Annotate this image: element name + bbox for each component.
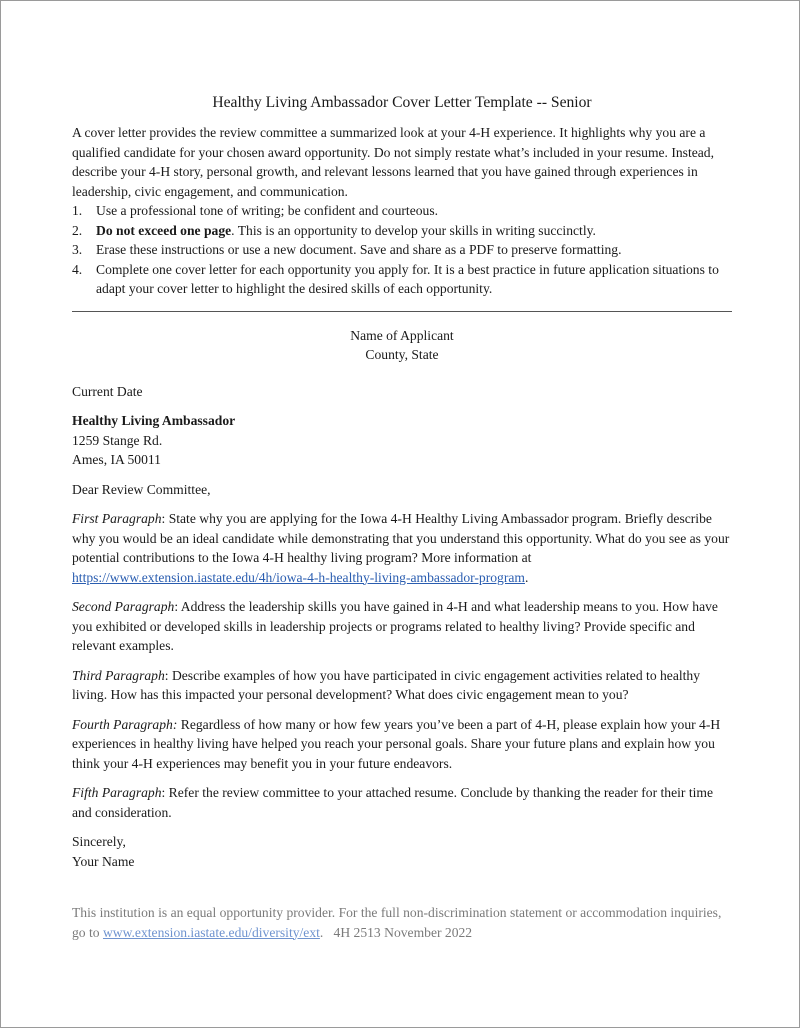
- paragraph-text: : Refer the review committee to your attached resume. Conclude by thanking the reader for their time and consideration.: [72, 785, 713, 820]
- instruction-number: 3.: [72, 242, 83, 257]
- paragraph-lead: Fourth Paragraph:: [72, 716, 178, 732]
- instruction-text: Use a professional tone of writing; be confident and courteous.: [96, 203, 439, 218]
- instruction-number: 4.: [72, 261, 83, 277]
- applicant-name: Name of Applicant: [350, 327, 454, 343]
- paragraph-end: .: [525, 569, 529, 585]
- fifth-paragraph: [72, 783, 732, 822]
- instruction-bold-text: Do not exceed one page: [96, 222, 232, 238]
- third-paragraph: [72, 666, 732, 705]
- instruction-text: Erase these instructions or use a new document. Save and share as a PDF to preserve formatting.: [96, 242, 622, 257]
- fourth-paragraph: [72, 715, 732, 774]
- instruction-item: [72, 240, 732, 260]
- footer-statement: [72, 903, 732, 942]
- salutation: Dear Review Committee,: [72, 481, 211, 497]
- recipient-name: Healthy Living Ambassador: [72, 413, 236, 428]
- document-code: 4H 2513 November 2022: [333, 924, 473, 940]
- document-title: Healthy Living Ambassador Cover Letter Template -- Senior: [212, 94, 592, 111]
- paragraph-text: : Describe examples of how you have participated in civic engagement activities related to healthy living. How has this impacted your personal development? What does civic engagement mean to you?: [72, 667, 701, 702]
- instruction-item: [72, 260, 732, 299]
- valediction: Sincerely,: [72, 834, 126, 849]
- applicant-location: County, State: [365, 347, 439, 362]
- section-divider: [72, 311, 732, 312]
- paragraph-lead: Fifth Paragraph: [72, 785, 162, 800]
- instruction-number: 2.: [72, 222, 83, 238]
- instructions-list: [72, 201, 732, 299]
- footer-text: This institution is an equal opportunity provider. For the full non-discrimination statement or accommodation inquiries, go to: [72, 905, 722, 940]
- program-info-link[interactable]: https://www.extension.iastate.edu/4h/iowa-4-h-healthy-living-ambassador-program: [72, 569, 525, 585]
- paragraph-lead: Third Paragraph: [72, 667, 165, 683]
- first-paragraph: [72, 509, 732, 587]
- document-content: [72, 93, 732, 942]
- paragraph-lead: Second Paragraph: [72, 599, 175, 614]
- paragraph-text: : Address the leadership skills you have gained in 4-H and what leadership means to you. How have you exhibited or developed skills in leadership projects or programs related to healthy living? Provide specific and relevant examples.: [72, 599, 718, 653]
- instruction-text: . This is an opportunity to develop your skills in writing succinctly.: [231, 222, 596, 238]
- paragraph-text: Regardless of how many or how few years you’ve been a part of 4-H, please explain how your 4-H experiences in healthy living have helped you reach your personal goals. Share your future plans and explain how you think your 4-H experiences may benefit you in your future endeavors.: [72, 716, 721, 771]
- recipient-block: [72, 411, 732, 470]
- letter-date: Current Date: [72, 383, 143, 399]
- paragraph-text: : State why you are applying for the Iowa 4-H Healthy Living Ambassador program. Briefly describe why you would be an ideal candidate while demonstrating that you understand this opportunity. What do you see as your potential contributions to the Iowa 4-H healthy living program? More information at: [72, 511, 730, 565]
- closing-block: [72, 832, 732, 871]
- recipient-street: 1259 Stange Rd.: [72, 432, 163, 448]
- recipient-city: Ames, IA 50011: [72, 452, 161, 467]
- instruction-number: 1.: [72, 203, 83, 218]
- instruction-item: [72, 221, 732, 241]
- intro-paragraph: A cover letter provides the review committee a summarized look at your 4-H experience. It highlights why you are a qualified candidate for your chosen award opportunity. Do not simply restate what’s included in your resume. Instead, describe your 4-H story, personal growth, and relevant lessons learned that you have gained through experiences in leadership, civic engagement, and communication.: [72, 125, 715, 199]
- footer-end: .: [319, 924, 324, 940]
- instruction-text: Complete one cover letter for each opportunity you apply for. It is a best practice in future application situations to adapt your cover letter to highlight the desired skills of each opportunity.: [96, 261, 719, 296]
- instruction-item: [72, 201, 732, 221]
- paragraph-lead: First Paragraph: [72, 511, 162, 526]
- signature: Your Name: [72, 853, 135, 869]
- second-paragraph: [72, 597, 732, 656]
- diversity-link[interactable]: www.extension.iastate.edu/diversity/ext: [102, 924, 320, 940]
